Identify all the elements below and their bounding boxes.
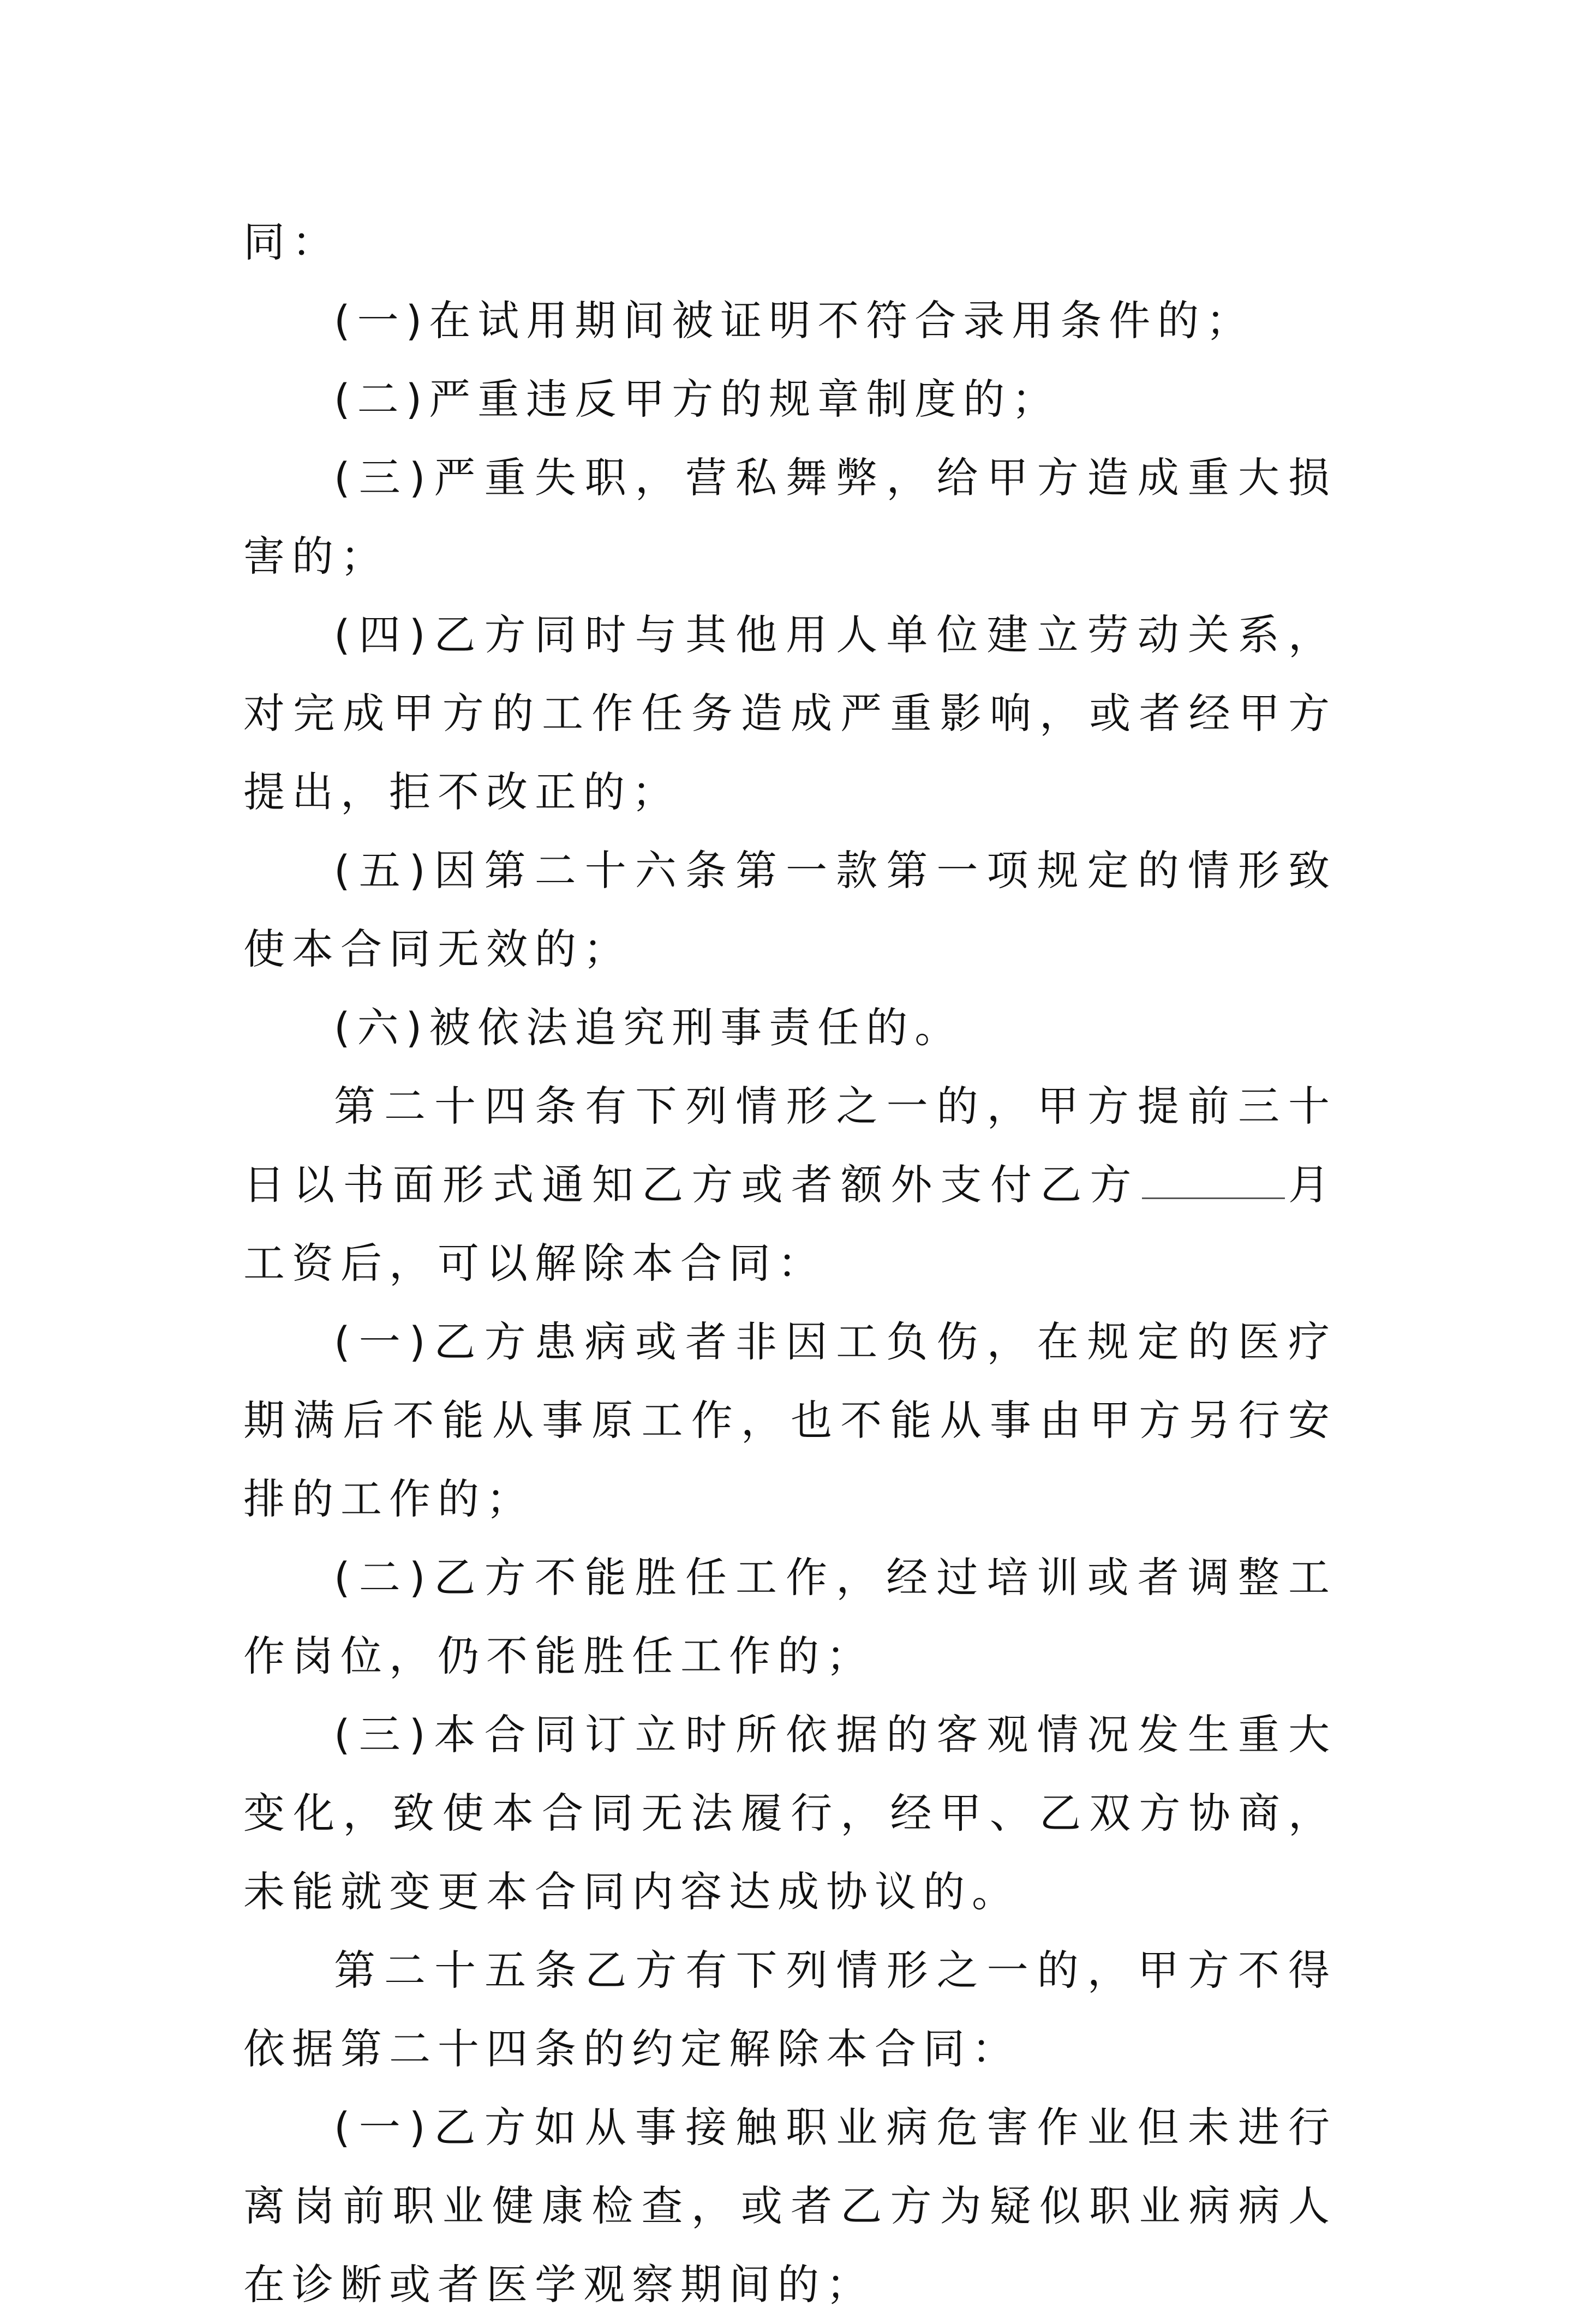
paragraph-item-4: (四)乙方同时与其他用人单位建立劳动关系，对完成甲方的工作任务造成严重影响，或者经甲方提出，拒不改正的；: [243, 610, 1337, 816]
article-25-paragraph: 第二十五条乙方有下列情形之一的，甲方不得依据第二十四条的约定解除本合同：: [243, 1946, 1337, 2073]
article-24-text-before: 第二十四条有下列情形之一的，甲方提前三十日以书面形式通知乙方或者额外支付乙方: [243, 1082, 1337, 1209]
blank-fill-line: [1142, 1165, 1285, 1199]
paragraph-item-5: (五)因第二十六条第一款第一项规定的情形致使本合同无效的；: [243, 846, 1337, 973]
article-24-item-3: (三)本合同订立时所依据的客观情况发生重大变化，致使本合同无法履行，经甲、乙双方协商，未能就变更本合同内容达成协议的。: [243, 1710, 1337, 1916]
paragraph-item-6: (六)被依法追究刑事责任的。: [334, 1003, 964, 1052]
article-24-paragraph: [243, 1067, 1337, 1303]
article-24-item-1: (一)乙方患病或者非因工负伤，在规定的医疗期满后不能从事原工作，也不能从事由甲方另行安排的工作的；: [243, 1317, 1337, 1523]
paragraph-item-2: (二)严重违反甲方的规章制度的；: [334, 375, 1061, 423]
paragraph-continuation: 同：: [243, 218, 340, 266]
article-25-item-1: (一)乙方如从事接触职业病危害作业但未进行离岗前职业健康检查，或者乙方为疑似职业病病人在诊断或者医学观察期间的；: [243, 2103, 1337, 2309]
paragraph-item-1: (一)在试用期间被证明不符合录用条件的；: [334, 296, 1255, 345]
article-24-text-after: 月工资后，可以解除本合同：: [243, 1160, 1337, 1287]
paragraph-item-3: (三)严重失职，营私舞弊，给甲方造成重大损害的；: [243, 453, 1337, 580]
document-body: [243, 203, 1337, 2324]
article-24-item-2: (二)乙方不能胜任工作，经过培训或者调整工作岗位，仍不能胜任工作的；: [243, 1553, 1337, 1680]
